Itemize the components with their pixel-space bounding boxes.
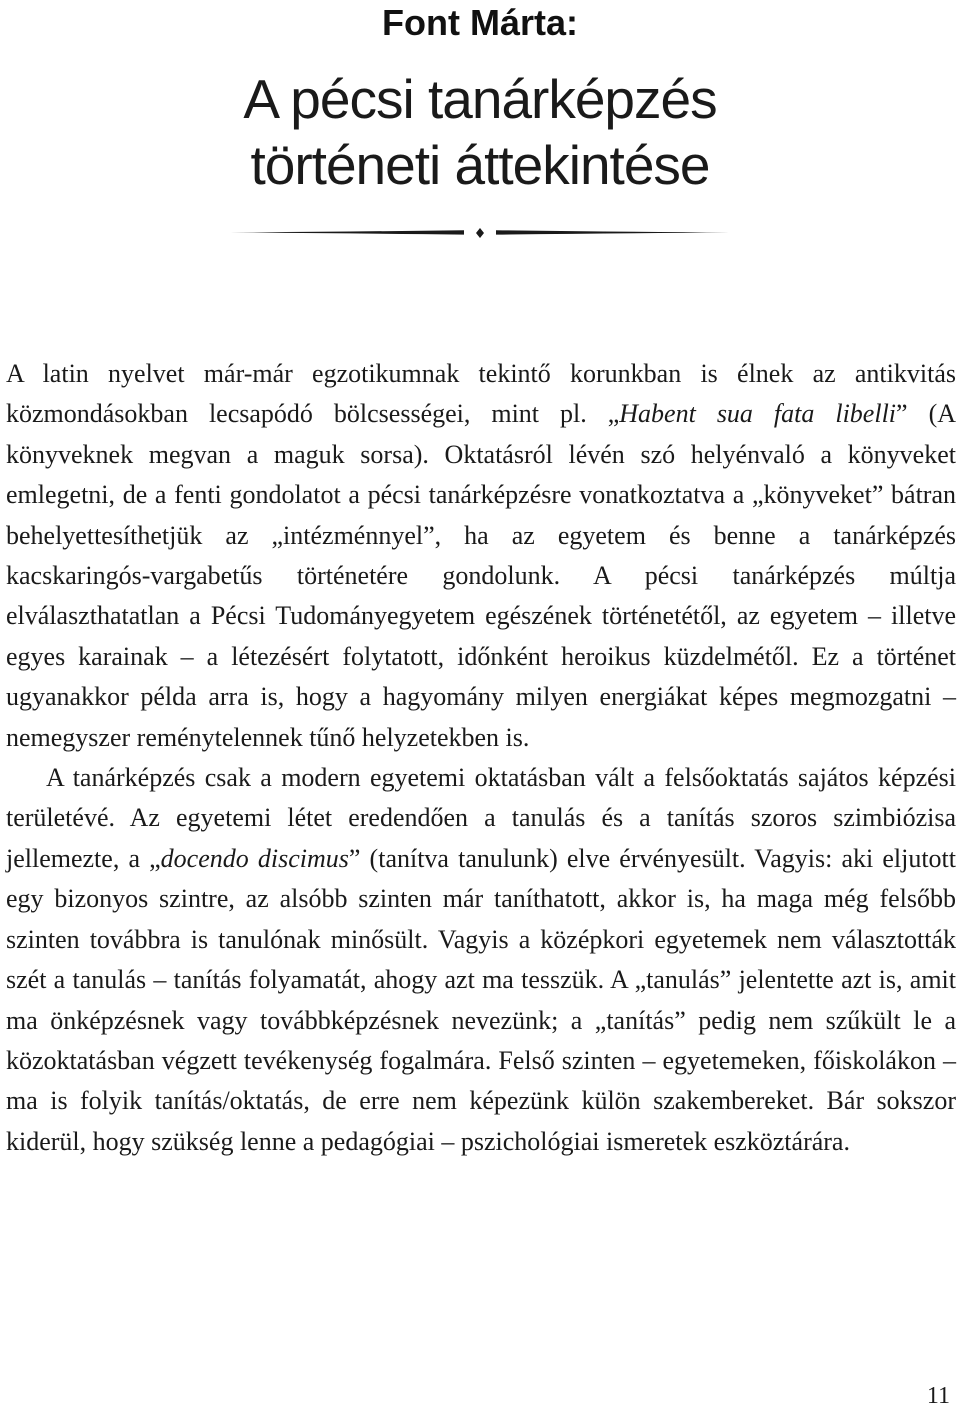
paragraph-2 — [6, 758, 956, 1162]
paragraph-1-text-b: ” (A könyveknek megvan a maguk sorsa). Oktatásról lévén szó helyénvaló a könyveket emlegetni, de a fenti gondolatot a pécsi tanárképzésre vonatkoztatva a „könyveket” bátran behelyettesíthetjük az „intézménnyel”, ha az egyetem és benne a tanárképzés kacskaringós-vargabetűs történetére gondolunk. A pécsi tanárképzés múltja elválaszthatatlan a Pécsi Tudományegyetem egészének történetétől, az egyetem – illetve egyes karainak – a létezésért folytatott, időnként heroikus küzdelmétől. Ez a történet ugyanakkor példa arra is, hogy a hagyomány milyen energiákat képes megmozgatni – nemegyszer reménytelennek tűnő helyzetekben is. — [6, 399, 956, 752]
paragraph-2-text-b: ” (tanítva tanulunk) elve érvényesült. Vagyis: aki eljutott egy bizonyos szintre, az alsóbb szinten már taníthatott, akkor is, ha maga még felsőbb szinten továbbra is tanulónak minősült. Vagyis a középkori egyetemek nem választották szét a tanulás – tanítás folyamatát, ahogy azt ma tesszük. A „tanulás” jelentette azt is, amit ma önképzésnek vagy továbbképzésnek nevezünk; a „tanítás” pedig nem szűkült le a közoktatásban végzett tevékenység fogalmára. Felső szinten – egyetemeken, főiskolákon – ma is folyik tanítás/oktatás, de erre nem képezünk külön szakembereket. Bár sokszor kiderül, hogy szükség lenne a pedagógiai – pszichológiai ismeretek eszköztárára. — [6, 843, 956, 1156]
latin-proverb: Habent sua fata libelli — [619, 399, 897, 429]
paragraph-1-text-a: A latin nyelvet már-már egzotikumnak tekintő korunkban is élnek az antikvitás közmondásokban lecsapódó bölcsességei, mint pl. „ — [6, 359, 956, 429]
latin-motto: docendo discimus — [160, 843, 349, 873]
paragraph-1 — [6, 354, 956, 758]
chapter-title — [0, 66, 960, 198]
body-text — [6, 354, 956, 1162]
chapter-title-line-2: történeti áttekintése — [250, 134, 710, 196]
author-name: Font Márta: — [382, 2, 578, 43]
title-divider-ornament — [228, 222, 732, 244]
chapter-title-line-1: A pécsi tanárképzés — [243, 68, 717, 130]
paragraph-2-text-a: A tanárképzés csak a modern egyetemi oktatásban vált a felsőoktatás sajátos képzési területévé. Az egyetemi létet eredendően a tanulás és a tanítás szoros szimbiózisa jellemezte, a „ — [6, 763, 956, 873]
page-number: 11 — [926, 1383, 950, 1409]
